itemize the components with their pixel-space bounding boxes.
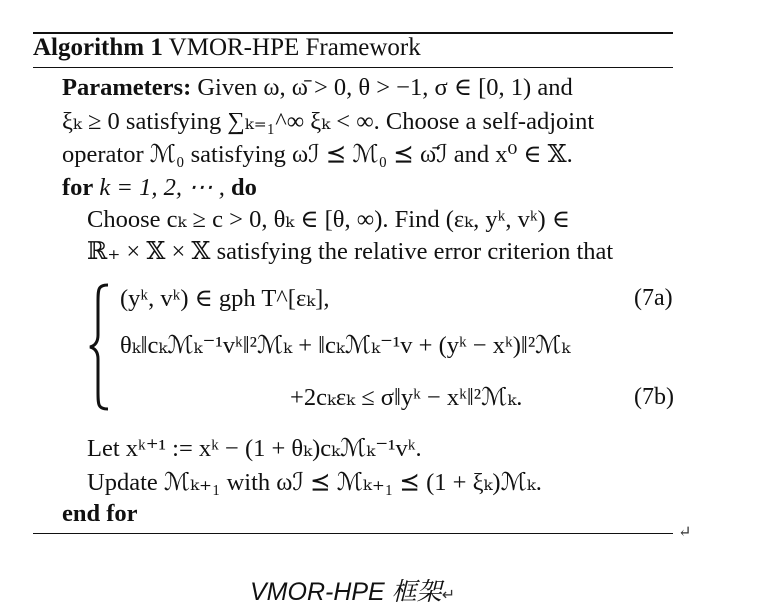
caption-return-icon: ↵	[441, 587, 456, 604]
equation-7b-line-2: +2cₖεₖ ≤ σ‖yᵏ − xᵏ‖²ℳₖ.	[290, 384, 523, 411]
for-keyword: for	[62, 174, 94, 201]
parameters-label: Parameters:	[62, 74, 192, 101]
for-range: k = 1, 2, ⋯ ,	[99, 174, 225, 201]
end-for-line: end for	[62, 500, 138, 527]
algorithm-name: VMOR-HPE Framework	[168, 34, 421, 61]
parameters-line-3: operator ℳ₀ satisfying ωℐ ⪯ ℳ₀ ⪯ ω̄ℐ and x⁰ ∈ 𝕏.	[62, 141, 573, 168]
algorithm-title	[33, 34, 421, 62]
algorithm-label: Algorithm 1	[33, 34, 163, 61]
equation-7a: (yᵏ, vᵏ) ∈ gph T^[εₖ],	[120, 285, 330, 312]
algorithm-header-rule	[33, 67, 673, 68]
criterion-line: ℝ₊ × 𝕏 × 𝕏 satisfying the relative error criterion that	[87, 238, 614, 265]
let-line: Let xᵏ⁺¹ := xᵏ − (1 + θₖ)cₖℳₖ⁻¹vᵏ.	[87, 435, 422, 462]
parameters-line-1	[62, 72, 573, 102]
for-loop-line	[62, 172, 257, 202]
parameters-text-1: Given ω, ω̄ > 0, θ > −1, σ ∈ [0, 1) and	[197, 74, 573, 101]
equation-brace	[88, 283, 110, 411]
update-line: Update ℳₖ₊₁ with ωℐ ⪯ ℳₖ₊₁ ⪯ (1 + ξₖ)ℳₖ.	[87, 469, 542, 496]
do-keyword: do	[230, 174, 257, 201]
algorithm-bottom-rule	[33, 533, 673, 534]
equation-tag-7a: (7a)	[634, 285, 673, 311]
equation-7b-line-1: θₖ‖cₖℳₖ⁻¹vᵏ‖²ℳₖ + ‖cₖℳₖ⁻¹v + (yᵏ − xᵏ)‖²ℳₖ	[120, 332, 571, 359]
paragraph-return-icon: ↵	[678, 524, 692, 541]
caption-text: VMOR-HPE 框架	[250, 578, 442, 606]
parameters-line-2: ξₖ ≥ 0 satisfying ∑ₖ₌₁^∞ ξₖ < ∞. Choose a self-adjoint	[62, 108, 595, 135]
figure-caption	[250, 572, 455, 608]
equation-tag-7b: (7b)	[634, 384, 674, 410]
choose-line: Choose cₖ ≥ c > 0, θₖ ∈ [θ, ∞). Find (εₖ, yᵏ, vᵏ) ∈	[87, 206, 570, 233]
